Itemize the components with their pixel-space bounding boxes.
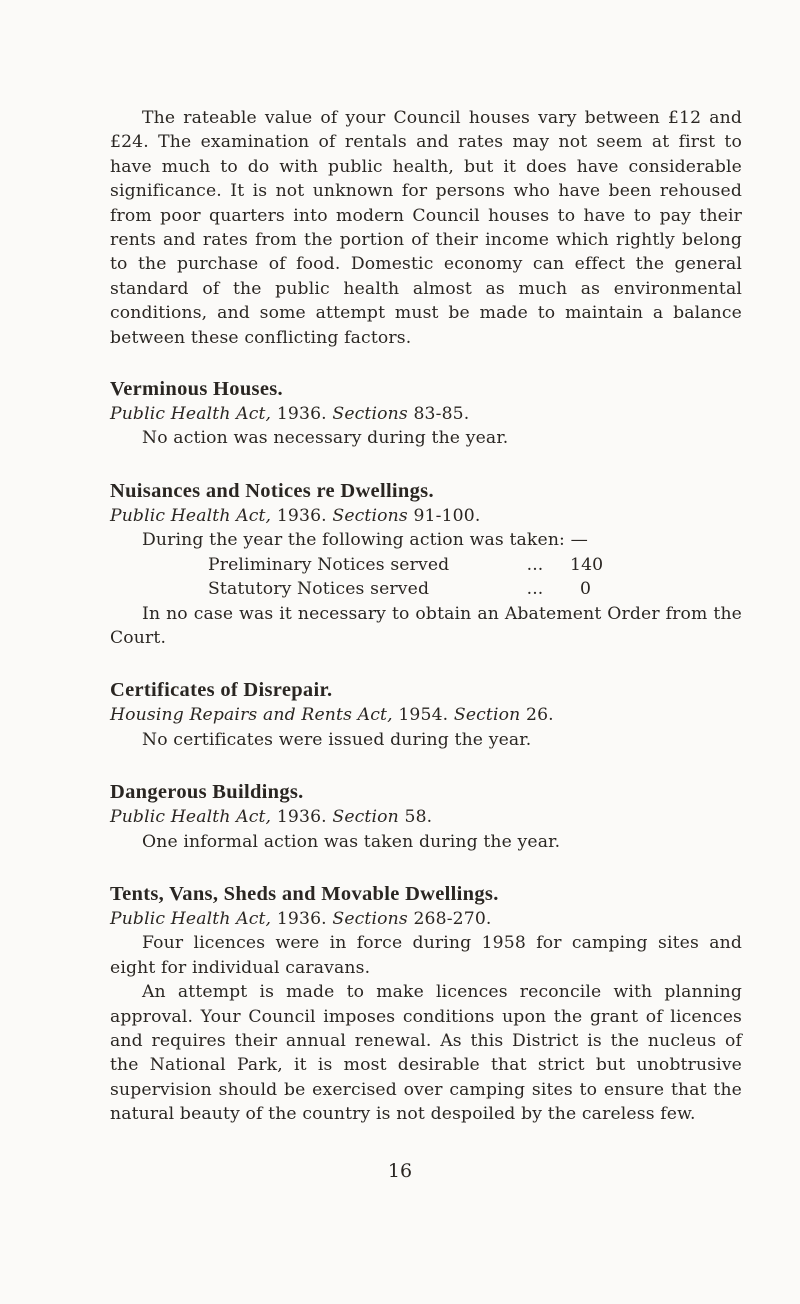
section-heading: Dangerous Buildings.: [110, 781, 304, 804]
row-label: Preliminary Notices served: [208, 554, 450, 575]
statute-reference: Public Health Act, 1936. Sections 268-270.: [110, 908, 492, 929]
section-movable-dwellings: [110, 881, 742, 1127]
section-heading: Nuisances and Notices re Dwellings.: [110, 479, 434, 502]
section-text: In no case was it necessary to obtain an Abatement Order from the Court.: [110, 603, 742, 648]
document-page: [110, 106, 742, 1127]
table-row: [110, 577, 742, 601]
statute-reference: Public Health Act, 1936. Sections 83-85.: [110, 404, 470, 425]
section-text: One informal action was taken during the year.: [142, 831, 561, 852]
section-certificates-of-disrepair: [110, 677, 742, 752]
row-value: 140: [570, 554, 604, 575]
section-heading: Certificates of Disrepair.: [110, 679, 333, 702]
notices-table: [110, 553, 742, 602]
row-value: 0: [580, 579, 592, 600]
row-label: Statutory Notices served: [208, 579, 430, 600]
section-dangerous-buildings: [110, 779, 742, 854]
statute-reference: Public Health Act, 1936. Sections 91-100.: [110, 505, 481, 526]
section-heading: Verminous Houses.: [110, 378, 283, 401]
row-leader: ...: [526, 554, 544, 575]
statute-reference: Public Health Act, 1936. Section 58.: [110, 807, 433, 828]
section-text: No action was necessary during the year.: [142, 428, 509, 449]
row-leader: ...: [526, 579, 544, 600]
table-row: [110, 553, 742, 577]
section-nuisances: [110, 478, 742, 650]
section-text: An attempt is made to make licences reconcile with planning approval. Your Council imposes conditions upon the grant of licences and requires their annual renewal. As this District is the nucleus of the National Park, it is most desirable that strict but unobtrusive supervision should be exercised over camping sites to ensure that the natural beauty of the country is not despoiled by the careless few.: [110, 982, 742, 1125]
statute-reference: Housing Repairs and Rents Act, 1954. Section 26.: [110, 705, 554, 726]
section-text: During the year the following action was taken: —: [142, 530, 588, 551]
page-number: 16: [387, 1160, 413, 1182]
section-heading: Tents, Vans, Sheds and Movable Dwellings.: [110, 882, 499, 905]
section-text: Four licences were in force during 1958 for camping sites and eight for individual caravans.: [110, 933, 742, 978]
section-text: No certificates were issued during the year.: [142, 729, 532, 750]
section-verminous-houses: [110, 376, 742, 451]
intro-paragraph: The rateable value of your Council houses vary between £12 and £24. The examination of rentals and rates may not seem at first to have much to do with public health, but it does have considerable significance. It is not unknown for persons who have been rehoused from poor quarters into modern Council houses to have to pay their rents and rates from the portion of their income which rightly belong to the purchase of food. Domestic economy can effect the general standard of the public health almost as much as environmental conditions, and some attempt must be made to maintain a balance between these conflicting factors.: [110, 108, 742, 348]
